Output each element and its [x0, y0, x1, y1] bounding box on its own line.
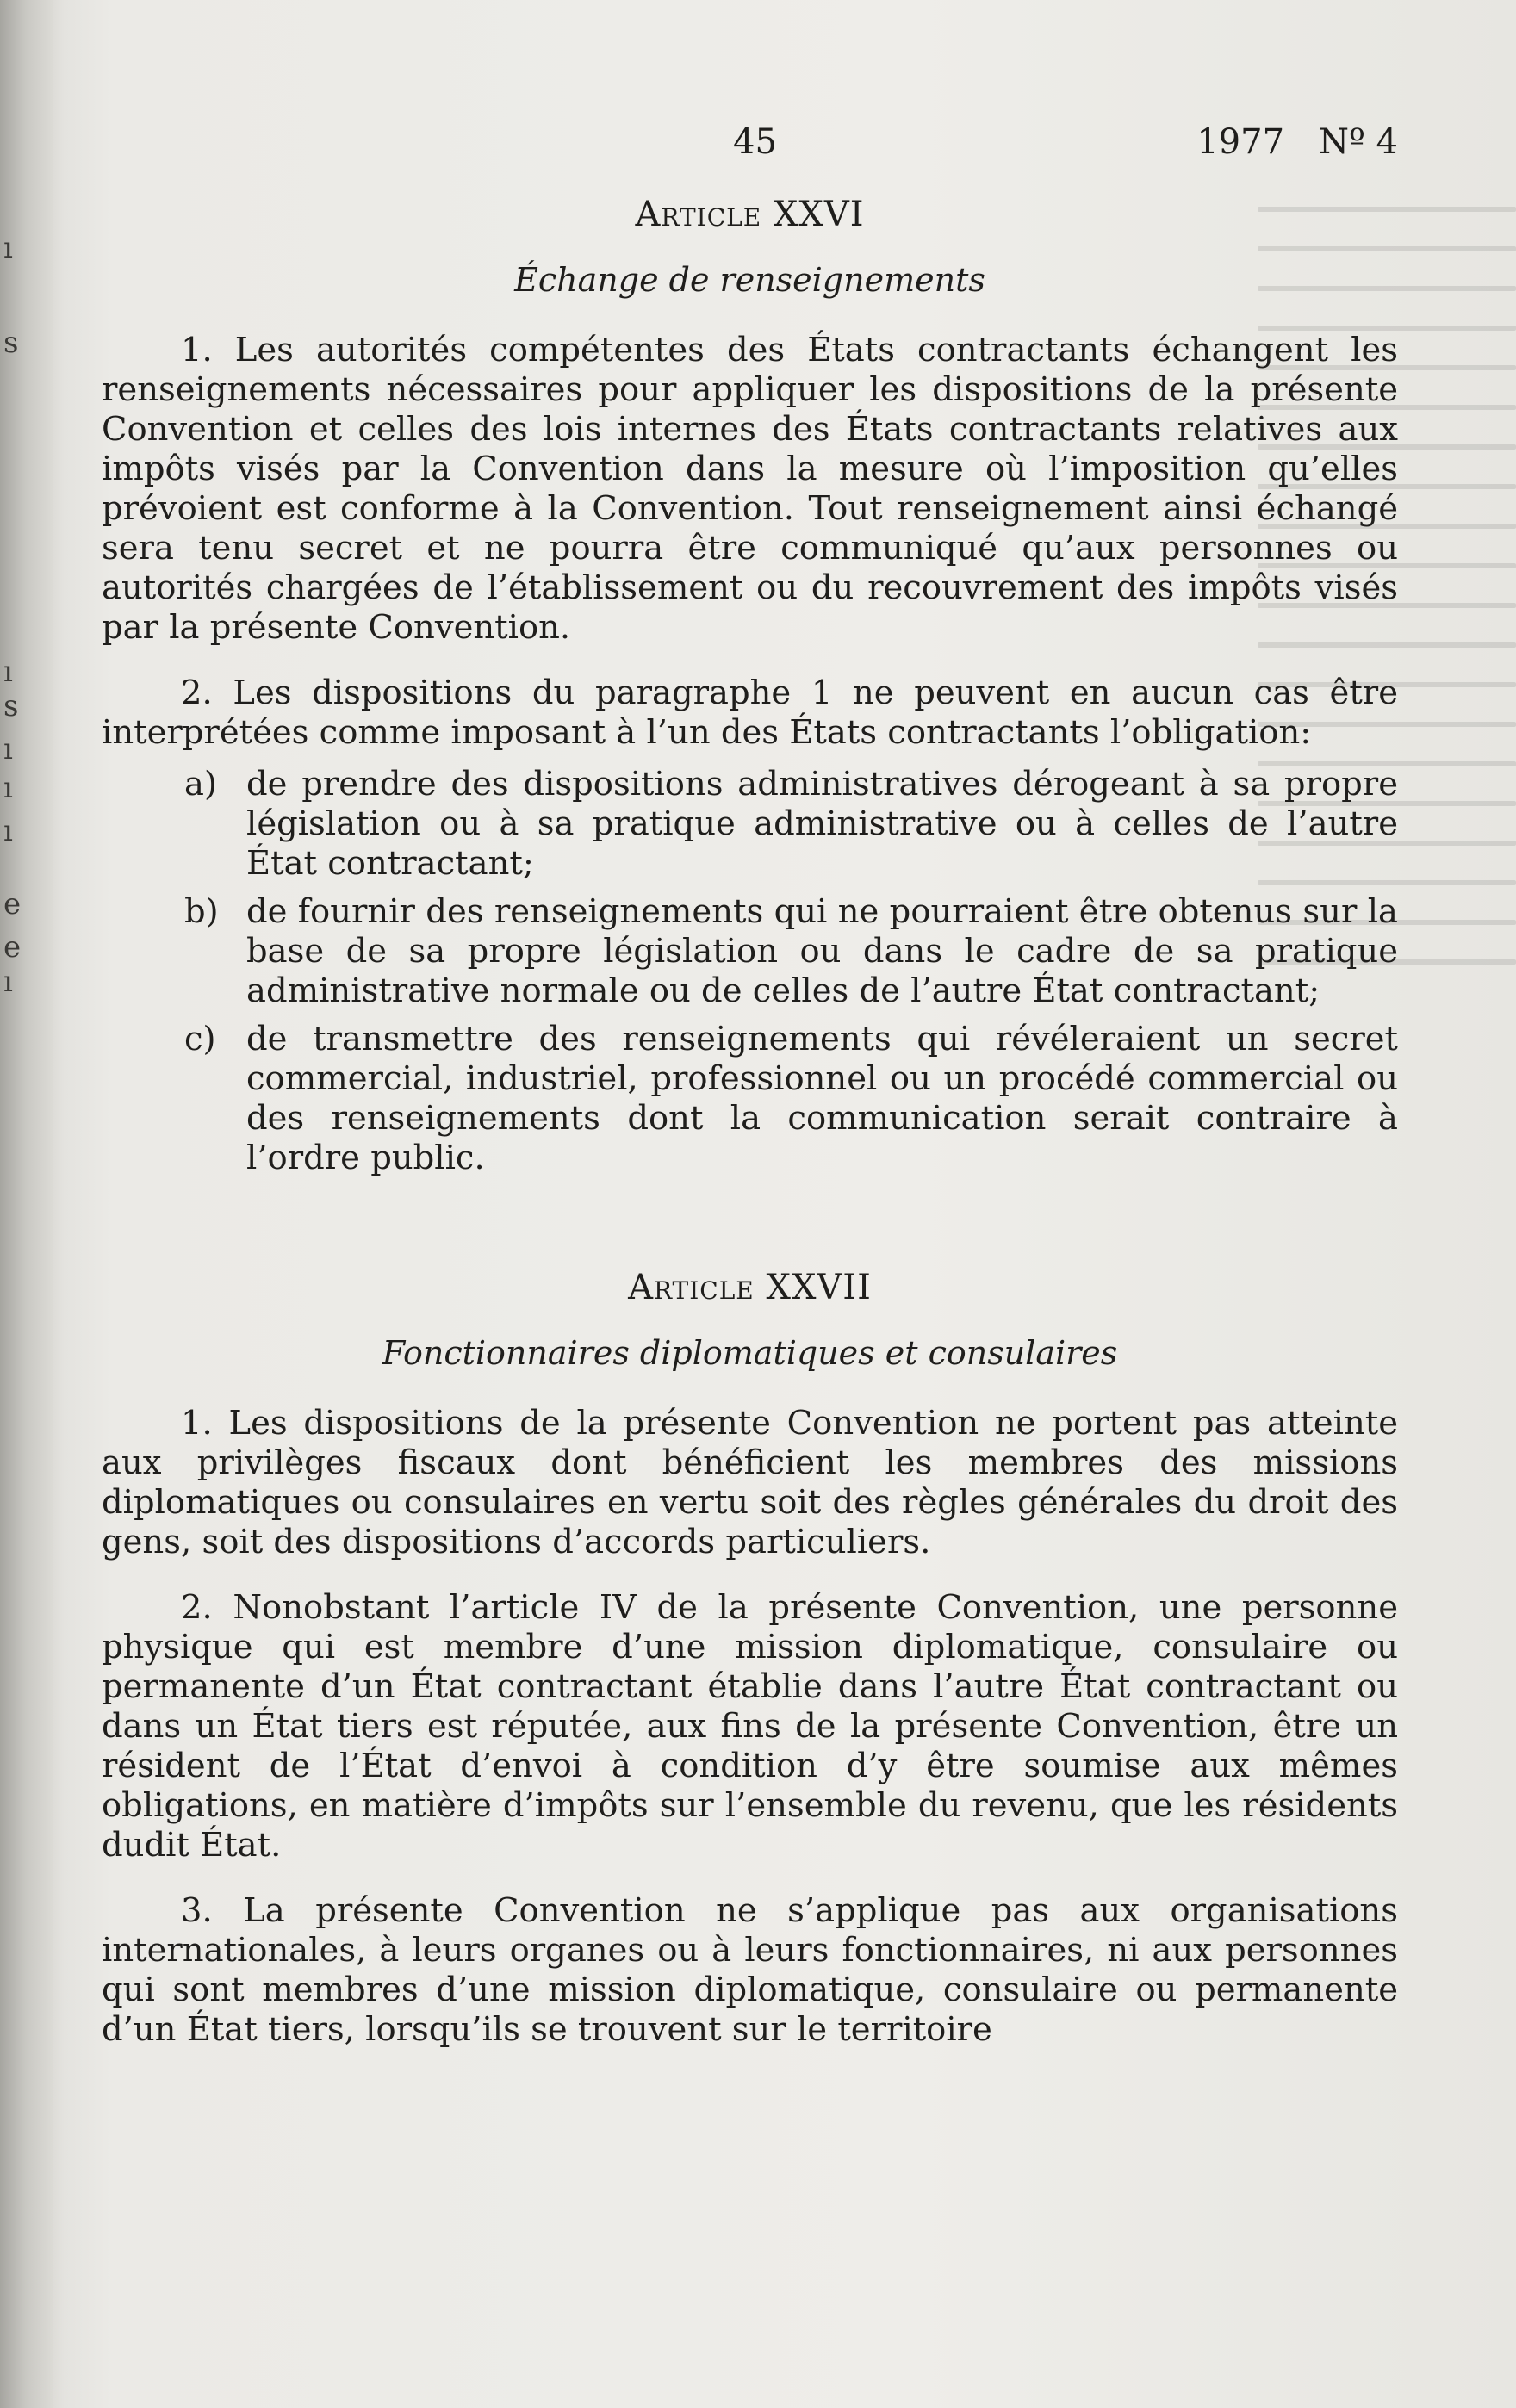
gutter-mark: e: [3, 930, 22, 965]
running-header: [102, 112, 1398, 169]
item-label: a): [184, 765, 217, 804]
gutter-mark: ı: [3, 771, 13, 805]
paragraph: 3. La présente Convention ne s’applique pas aux organisations internationales, à leurs organes ou à leurs fonctionnaires, ni aux personnes qui sont membres d’une mission diplomatique, consulaire ou permanente d’un État tiers, lorsqu’ils se trouvent sur le territoire: [102, 1891, 1398, 2049]
article-subtitle: Échange de renseignements: [514, 261, 985, 299]
gutter-mark: ı: [3, 732, 13, 766]
paragraph: 2. Les dispositions du paragraphe 1 ne peuvent en aucun cas être interprétées comme imposant à l’un des États contractants l’obligation:: [102, 673, 1398, 752]
article-heading: [102, 1268, 1398, 1307]
item-text: de fournir des renseignements qui ne pourraient être obtenus sur la base de sa propre législation ou dans le cadre de sa pratique administrative normale ou de celles de l’autre État contractant;: [246, 892, 1398, 1010]
page-number: 45: [733, 122, 777, 162]
item-text: de prendre des dispositions administratives dérogeant à sa propre législation ou à sa pratique administrative ou à celles de l’autre État contractant;: [246, 765, 1398, 883]
gutter-mark: ı: [3, 814, 13, 848]
item-label: b): [184, 892, 219, 931]
item-text: de transmettre des renseignements qui révéleraient un secret commercial, industriel, professionnel ou un procédé commercial ou des renseignements dont la communication serait contraire à l’ordre public.: [246, 1020, 1398, 1177]
gutter-mark: ı: [3, 655, 13, 689]
list-item: [102, 892, 1398, 1011]
gutter-mark: e: [3, 887, 22, 922]
page-body: [102, 112, 1398, 2050]
item-label: c): [184, 1020, 216, 1058]
article-word: Article: [635, 195, 762, 234]
gutter-mark: ı: [3, 231, 13, 265]
gutter-mark: s: [3, 326, 19, 360]
gutter-mark: ı: [3, 965, 13, 999]
header-issue: [1196, 122, 1398, 162]
article-heading: [102, 195, 1398, 234]
header-year: 1977: [1196, 122, 1285, 162]
paragraph: 2. Nonobstant l’article IV de la présente Convention, une personne physique qui est membre d’une mission diplomatique, consulaire ou permanente d’un État contractant établie dans l’autre État contractant ou dans un État tiers est réputée, aux fins de la présente Convention, être un résident de l’État d’envoi à condition d’y être soumise aux mêmes obligations, en matière d’impôts sur l’ensemble du revenu, que les résidents dudit État.: [102, 1588, 1398, 1865]
paragraph: 1. Les autorités compétentes des États contractants échangent les renseignements nécessaires pour appliquer les dispositions de la présente Convention et celles des lois internes des États contractants relatives aux impôts visés par la Convention dans la mesure où l’imposition qu’elles prévoient est conforme à la Convention. Tout renseignement ainsi échangé sera tenu secret et ne pourra être communiqué qu’aux personnes ou autorités chargées de l’établissement ou du recouvrement des impôts visés par la présente Convention.: [102, 331, 1398, 647]
article-word: Article: [628, 1268, 755, 1307]
list-item: [102, 765, 1398, 884]
article-subtitle: Fonctionnaires diplomatiques et consulaires: [382, 1334, 1118, 1372]
article-number: XXVI: [773, 195, 865, 234]
facing-page-edge: [0, 0, 53, 2408]
list-item: [102, 1020, 1398, 1178]
article-number: XXVII: [766, 1268, 872, 1307]
gutter-mark: s: [3, 689, 19, 723]
header-issue-number: Nº 4: [1319, 122, 1398, 162]
item-list: [102, 765, 1398, 1178]
paragraph: 1. Les dispositions de la présente Convention ne portent pas atteinte aux privilèges fiscaux dont bénéficient les membres des missions diplomatiques ou consulaires en vertu soit des règles générales du droit des gens, soit des dispositions d’accords particuliers.: [102, 1404, 1398, 1561]
